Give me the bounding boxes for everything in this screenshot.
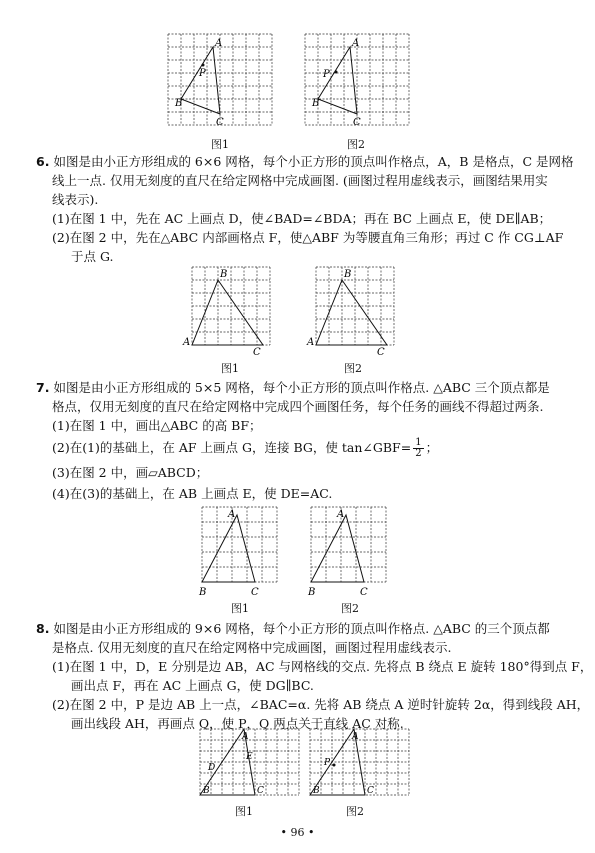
q8-fig2-caption: 图2 bbox=[346, 805, 364, 818]
q7-figure-1 bbox=[196, 503, 282, 599]
q7-sub3: (3)在图 2 中，画▱ABCD； bbox=[52, 465, 209, 480]
q7-fig2-caption: 图2 bbox=[341, 602, 359, 615]
svg-text:A: A bbox=[242, 732, 249, 742]
svg-text:E: E bbox=[246, 752, 253, 762]
svg-text:A: A bbox=[215, 38, 223, 49]
q6-figure-1 bbox=[182, 263, 274, 359]
svg-text:A: A bbox=[352, 38, 360, 49]
q7-fig1-caption: 图1 bbox=[231, 602, 249, 615]
svg-text:A: A bbox=[183, 337, 191, 348]
svg-text:B: B bbox=[203, 786, 210, 796]
svg-text:A: A bbox=[307, 337, 315, 348]
svg-text:P: P bbox=[323, 69, 330, 80]
q8-line2: 是格点. 仅用无刻度的直尺在给定网格中完成画图，画图过程用虚线表示. bbox=[52, 640, 452, 655]
q7-line1: 7. 如图是由小正方形组成的 5×5 网格，每个小正方形的顶点叫作格点. △ABC 三个顶点都是 bbox=[36, 380, 550, 395]
q7-sub4: (4)在(3)的基础上，在 AB 上画点 E，使 DE=AC. bbox=[52, 486, 333, 501]
top-fig1-caption: 图1 bbox=[211, 138, 229, 151]
q8-line1: 8. 如图是由小正方形组成的 9×6 网格，每个小正方形的顶点叫作格点. △ABC 的三个顶点都 bbox=[36, 621, 550, 636]
svg-text:B: B bbox=[313, 786, 320, 796]
svg-text:C: C bbox=[253, 347, 261, 358]
q8-sub2b: 画出线段 AH，再画点 Q，使 P，Q 两点关于直线 AC 对称. bbox=[71, 716, 404, 731]
svg-text:B: B bbox=[220, 269, 228, 280]
q7-sub2: (2)在(1)的基础上，在 AF 上画点 G，连接 BG，使 tan∠GBF= $\frac{1}{2}$ ； bbox=[52, 437, 439, 459]
top-fig2-caption: 图2 bbox=[347, 138, 365, 151]
svg-text:C: C bbox=[367, 786, 374, 796]
q7-line2: 格点，仅用无刻度的直尺在给定网格中完成四个画图任务，每个任务的画线不得超过两条. bbox=[52, 399, 544, 414]
svg-text:C: C bbox=[353, 117, 361, 128]
q6-figure-2 bbox=[306, 263, 398, 359]
q6-line3: 线表示). bbox=[52, 192, 99, 207]
svg-text:B: B bbox=[308, 587, 316, 598]
svg-text:C: C bbox=[257, 786, 264, 796]
svg-text:D: D bbox=[208, 763, 216, 773]
q7-sub1: (1)在图 1 中，画出△ABC 的高 BF； bbox=[52, 418, 262, 433]
q8-figure-1 bbox=[194, 725, 302, 801]
svg-text:A: A bbox=[352, 732, 359, 742]
q6-sub1: (1)在图 1 中，先在 AC 上画点 D，使∠BAD=∠BDA；再在 BC 上画点 E，使 DE∥AB； bbox=[52, 211, 552, 226]
svg-text:B: B bbox=[344, 269, 352, 280]
svg-text:B: B bbox=[175, 98, 183, 109]
q8-figure-2 bbox=[304, 725, 412, 801]
svg-text:C: C bbox=[377, 347, 385, 358]
q8-fig1-caption: 图1 bbox=[235, 805, 253, 818]
q8-sub1b: 画出点 F，再在 AC 上画点 G，使 DG∥BC. bbox=[71, 678, 314, 693]
q6-line1: 6. 如图是由小正方形组成的 6×6 网格，每个小正方形的顶点叫作格点，A，B 是格点，C 是网格 bbox=[36, 154, 574, 169]
svg-text:P: P bbox=[324, 758, 331, 768]
q6-fig1-caption: 图1 bbox=[221, 362, 239, 375]
svg-text:B: B bbox=[312, 98, 320, 109]
q6-sub2a: (2)在图 2 中，先在△ABC 内部画格点 F，使△ABF 为等腰直角三角形；再过 C 作 CG⊥AF bbox=[52, 230, 564, 245]
q8-sub2a: (2)在图 2 中，P 是边 AB 上一点，∠BAC=α. 先将 AB 绕点 A 逆时针旋转 2α，得到线段 AH， bbox=[52, 697, 590, 712]
q6-fig2-caption: 图2 bbox=[344, 362, 362, 375]
svg-text:B: B bbox=[199, 587, 207, 598]
q6-line2: 线上一点. 仅用无刻度的直尺在给定网格中完成画图. (画图过程用虚线表示，画图结果用实 bbox=[52, 173, 548, 188]
svg-text:C: C bbox=[251, 587, 259, 598]
svg-text:C: C bbox=[216, 117, 224, 128]
svg-text:A: A bbox=[228, 509, 236, 520]
svg-text:C: C bbox=[360, 587, 368, 598]
top-figure-1 bbox=[166, 32, 274, 136]
q7-figure-2 bbox=[305, 503, 391, 599]
top-figure-2 bbox=[303, 32, 411, 136]
q8-sub1a: (1)在图 1 中，D，E 分别是边 AB，AC 与网格线的交点. 先将点 B 绕点 E 旋转 180°得到点 F， bbox=[52, 659, 593, 674]
q6-sub2b: 于点 G. bbox=[71, 249, 114, 264]
svg-text:P: P bbox=[199, 68, 206, 79]
page-number: • 96 • bbox=[280, 826, 315, 839]
fraction-one-half: $\frac{1}{2}$ bbox=[415, 437, 422, 459]
svg-text:A: A bbox=[337, 509, 345, 520]
